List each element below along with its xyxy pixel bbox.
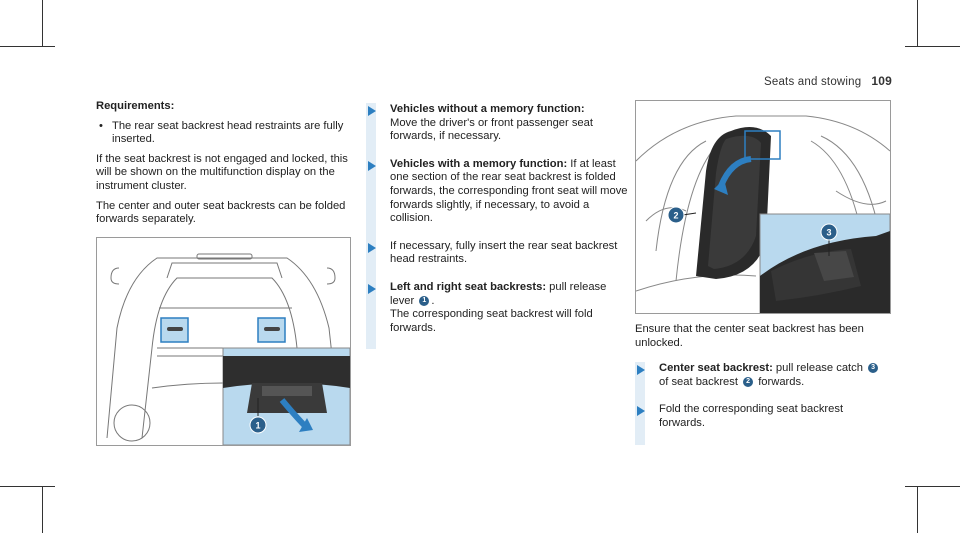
- step-left-right-backrests: [366, 281, 628, 335]
- step-head-restraints: [366, 240, 628, 267]
- trunk-illustration: [97, 238, 350, 445]
- callout-1-label: 1: [255, 420, 261, 431]
- middle-column: [366, 103, 628, 349]
- step-text-end: .: [431, 294, 435, 307]
- crop-mark: [0, 46, 55, 47]
- step-title: Vehicles with a memory function:: [390, 157, 568, 170]
- step-memory: [366, 158, 628, 226]
- paragraph-fold-separately: The center and outer seat backrests can be folded forwards separately.: [96, 199, 346, 226]
- step-no-memory: [366, 103, 628, 144]
- requirements-title: Requirements:: [96, 100, 175, 112]
- step-text: of seat backrest: [659, 375, 738, 388]
- callout-3-label: 3: [826, 227, 832, 238]
- step-text: pull release lever: [390, 280, 607, 307]
- figure-rear-seat-backrest: [635, 100, 891, 314]
- step-arrow-icon: [368, 284, 376, 294]
- section-title: Seats and stowing: [763, 76, 862, 88]
- paragraph-ensure-unlocked: Ensure that the center seat backrest has been unlocked.: [635, 323, 864, 349]
- step-text: Fold the corresponding seat backrest forwards.: [659, 403, 844, 429]
- callout-3-inline: 3: [868, 363, 878, 373]
- figure-trunk-release-levers: [96, 237, 351, 446]
- step-title: Vehicles without a memory function:: [390, 103, 585, 115]
- crop-mark: [42, 0, 43, 47]
- step-title: Left and right seat backrests:: [390, 280, 547, 293]
- step-arrow-icon: [637, 365, 645, 375]
- crop-mark: [905, 486, 960, 487]
- step-text: If necessary, fully insert the rear seat backrest head restraints.: [390, 239, 618, 266]
- page-number: 109: [871, 74, 892, 88]
- step-text: If at least one section of the rear seat backrest is folded forwards, the corresponding front seat will move forwards slightly, if necessary, to avoid a collision.: [390, 157, 628, 225]
- crop-mark: [0, 486, 55, 487]
- paragraph-display-warning: If the seat backrest is not engaged and locked, this will be shown on the multifunction display on the instrument cluster.: [96, 152, 348, 192]
- step-arrow-icon: [368, 106, 376, 116]
- zoom-inset: [223, 348, 350, 445]
- crop-mark: [42, 486, 43, 533]
- step-fold-backrest: [635, 403, 889, 430]
- callout-1-inline: 1: [419, 296, 429, 306]
- rear-seat-illustration: [636, 101, 890, 313]
- running-header: [764, 74, 892, 88]
- requirement-bullet: • The rear seat backrest head restraints are fully inserted.: [96, 120, 351, 147]
- callout-2-label: 2: [673, 210, 679, 221]
- step-text: forwards.: [758, 375, 805, 388]
- step-arrow-icon: [368, 161, 376, 171]
- step-text: pull release catch: [775, 362, 863, 375]
- step-text-result: The corresponding seat backrest will fold forwards.: [390, 308, 593, 334]
- step-text: Move the driver's or front passenger seat forwards, if necessary.: [390, 116, 593, 143]
- left-column: [96, 100, 351, 233]
- step-center-backrest: [635, 362, 889, 389]
- step-arrow-icon: [368, 243, 376, 253]
- crop-mark: [905, 46, 960, 47]
- crop-mark: [917, 0, 918, 47]
- step-title: Center seat backrest:: [659, 362, 773, 375]
- step-arrow-icon: [637, 406, 645, 416]
- crop-mark: [917, 486, 918, 533]
- callout-2-inline: 2: [743, 377, 753, 387]
- right-column: [635, 323, 889, 445]
